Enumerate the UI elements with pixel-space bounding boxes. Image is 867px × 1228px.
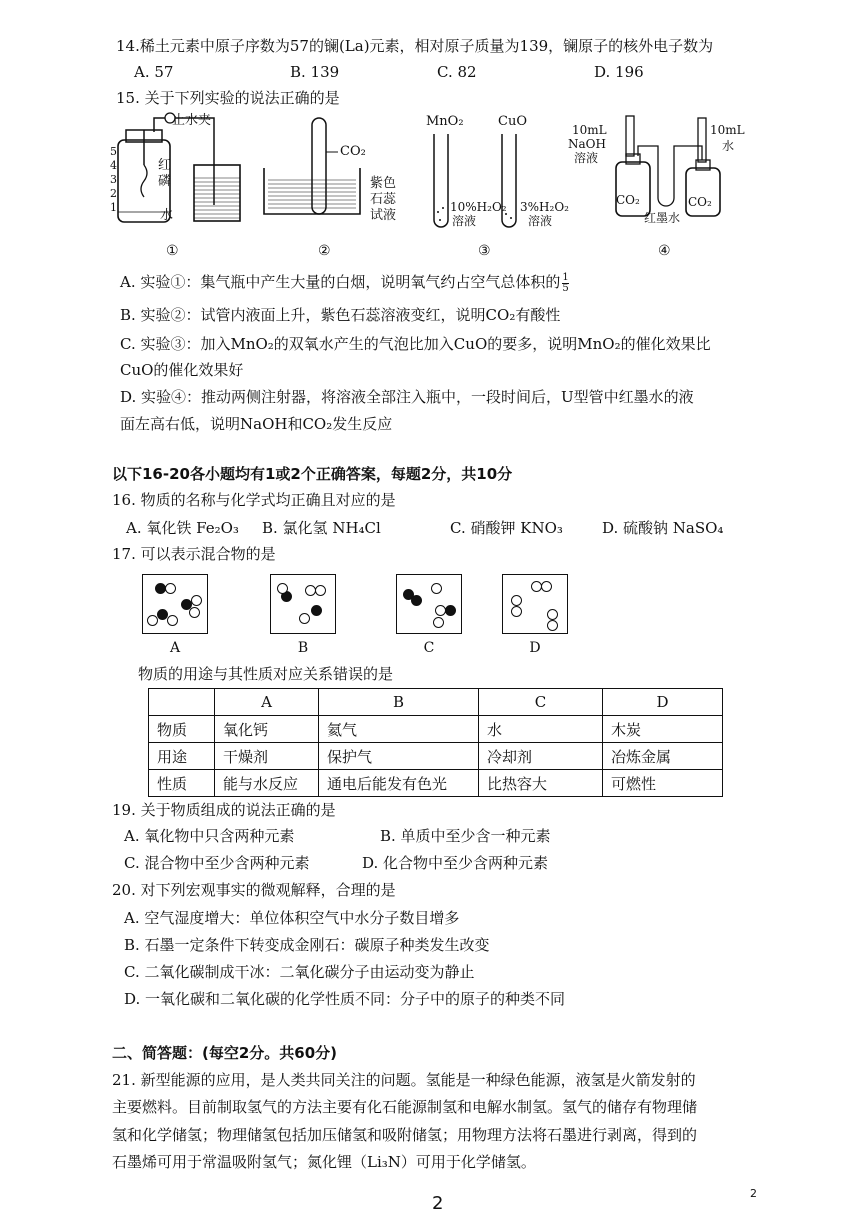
q19-option-d: D. 化合物中至少含两种元素: [362, 854, 549, 872]
scale-2: 2: [110, 187, 117, 200]
cuo-label: CuO: [498, 114, 527, 129]
q18-table: [148, 688, 723, 797]
q14-option-b: B. 139: [290, 63, 340, 81]
litmus-label-3: 试液: [370, 208, 397, 223]
corner-number: 2: [750, 1187, 757, 1200]
scale-3: 3: [110, 173, 117, 186]
q14-option-d: D. 196: [594, 63, 644, 81]
q19-stem: 19. 关于物质组成的说法正确的是: [112, 801, 336, 819]
q20-option-a: A. 空气湿度增大：单位体积空气中水分子数目增多: [124, 909, 460, 927]
water-10ml-label: 10mL: [710, 123, 745, 137]
table-row: 用途 干燥剂 保护气 冷却剂 冶炼金属: [149, 743, 723, 770]
q16-option-d: D. 硫酸钠 NaSO₄: [602, 519, 724, 537]
q15-option-c-line2: CuO的催化效果好: [120, 361, 244, 379]
q15-option-a: A. 实验①：集气瓶中产生大量的白烟，说明氧气约占空气总体积的 $\frac{1}{5}$: [120, 271, 569, 294]
q15-option-b: B. 实验②：试管内液面上升，紫色石蕊溶液变红，说明CO₂有酸性: [120, 306, 561, 324]
q21-line-2: 主要燃料。目前制取氢气的方法主要有化石能源制氢和电解水制氢。氢气的储存有物理储: [112, 1098, 698, 1116]
caption-4: ④: [658, 243, 671, 259]
co2-tube-label: CO₂: [340, 144, 366, 159]
particle-box-a: [142, 574, 208, 634]
caption-3: ③: [478, 243, 491, 259]
solution-label-2: 溶液: [528, 214, 553, 228]
particle-label-a: A: [169, 640, 181, 656]
scale-5: 5: [110, 145, 117, 158]
q15-option-d-line1: D. 实验④：推动两侧注射器，将溶液全部注入瓶中，一段时间后，U型管中红墨水的液: [120, 388, 694, 406]
clamp-label: 止水夹: [172, 113, 212, 128]
litmus-label-1: 紫色: [370, 176, 397, 191]
red-ink-label: 红墨水: [644, 211, 681, 225]
particle-label-c: C: [423, 640, 435, 656]
q20-option-c: C. 二氧化碳制成干冰：二氧化碳分子由运动变为静止: [124, 963, 475, 981]
q14-option-c: C. 82: [437, 63, 477, 81]
fraction: $\frac{1}{5}$: [562, 271, 569, 294]
solution-label-1: 溶液: [452, 214, 477, 228]
q16-option-b: B. 氯化氢 NH₄Cl: [262, 519, 381, 537]
section-2-heading: 二、简答题：(每空2分。共60分): [112, 1044, 338, 1062]
caption-2: ②: [318, 243, 331, 259]
q19-option-a: A. 氧化物中只含两种元素: [124, 827, 295, 845]
q21-line-1: 21. 新型能源的应用，是人类共同关注的问题。氢能是一种绿色能源，液氢是火箭发射的: [112, 1071, 696, 1089]
particle-box-c: [396, 574, 462, 634]
table-row: 性质 能与水反应 通电后能发有色光 比热容大 可燃性: [149, 770, 723, 797]
particle-label-d: D: [529, 640, 541, 656]
naoh-solution-label: 溶液: [574, 151, 599, 165]
q16-option-a: A. 氧化铁 Fe₂O₃: [126, 519, 239, 537]
q16-stem: 16. 物质的名称与化学式均正确且对应的是: [112, 491, 396, 509]
particle-box-b: [270, 574, 336, 634]
co2-bottle-left-label: CO₂: [616, 193, 640, 207]
q17-stem: 17. 可以表示混合物的是: [112, 545, 276, 563]
q18-stem: 物质的用途与其性质对应关系错误的是: [138, 665, 394, 683]
naoh-10ml-label: 10mL: [572, 123, 607, 137]
q16-option-c: C. 硝酸钾 KNO₃: [450, 519, 563, 537]
q20-stem: 20. 对下列宏观事实的微观解释，合理的是: [112, 881, 396, 899]
scale-4: 4: [110, 159, 117, 172]
scale-1: 1: [110, 201, 117, 214]
water-label-4: 水: [722, 139, 735, 153]
h2o2-3-label: 3%H₂O₂: [520, 200, 569, 214]
q21-line-3: 氢和化学储氢；物理储氢包括加压储氢和吸附储氢；用物理方法将石墨进行剥离，得到的: [112, 1126, 698, 1144]
q21-line-4: 石墨烯可用于常温吸附氢气；氮化锂（Li₃N）可用于化学储氢。: [112, 1153, 536, 1171]
table-header-row: A B C D: [149, 689, 723, 716]
section-note: 以下16-20各小题均有1或2个正确答案，每题2分，共10分: [112, 465, 513, 483]
q20-option-d: D. 一氧化碳和二氧化碳的化学性质不同：分子中的原子的种类不同: [124, 990, 566, 1008]
litmus-label-2: 石蕊: [370, 192, 397, 207]
q20-option-b: B. 石墨一定条件下转变成金刚石：碳原子种类发生改变: [124, 936, 490, 954]
q14-option-a: A. 57: [134, 63, 174, 81]
particle-label-b: B: [297, 640, 309, 656]
experiment-2-figure: [262, 116, 372, 226]
q15-option-c-line1: C. 实验③：加入MnO₂的双氧水产生的气泡比加入CuO的要多，说明MnO₂的催化效果比: [120, 335, 711, 353]
mno2-label: MnO₂: [426, 114, 464, 129]
caption-1: ①: [166, 243, 179, 259]
particle-box-d: [502, 574, 568, 634]
page-number: 2: [432, 1193, 444, 1214]
q15-option-d-line2: 面左高右低，说明NaOH和CO₂发生反应: [120, 415, 393, 433]
water-label-1: 水: [160, 208, 174, 223]
co2-bottle-right-label: CO₂: [688, 195, 712, 209]
q15-stem: 15. 关于下列实验的说法正确的是: [116, 89, 340, 107]
red-phosphorus-label: 红磷: [158, 158, 172, 189]
table-row: 物质 氧化钙 氦气 水 木炭: [149, 716, 723, 743]
h2o2-10-label: 10%H₂O₂: [450, 200, 507, 214]
q14-stem: 14.稀土元素中原子序数为57的镧(La)元素，相对原子质量为139，镧原子的核外电子数为: [116, 37, 714, 55]
q19-option-b: B. 单质中至少含一种元素: [380, 827, 551, 845]
naoh-label: NaOH: [568, 137, 606, 151]
q19-option-c: C. 混合物中至少含两种元素: [124, 854, 310, 872]
